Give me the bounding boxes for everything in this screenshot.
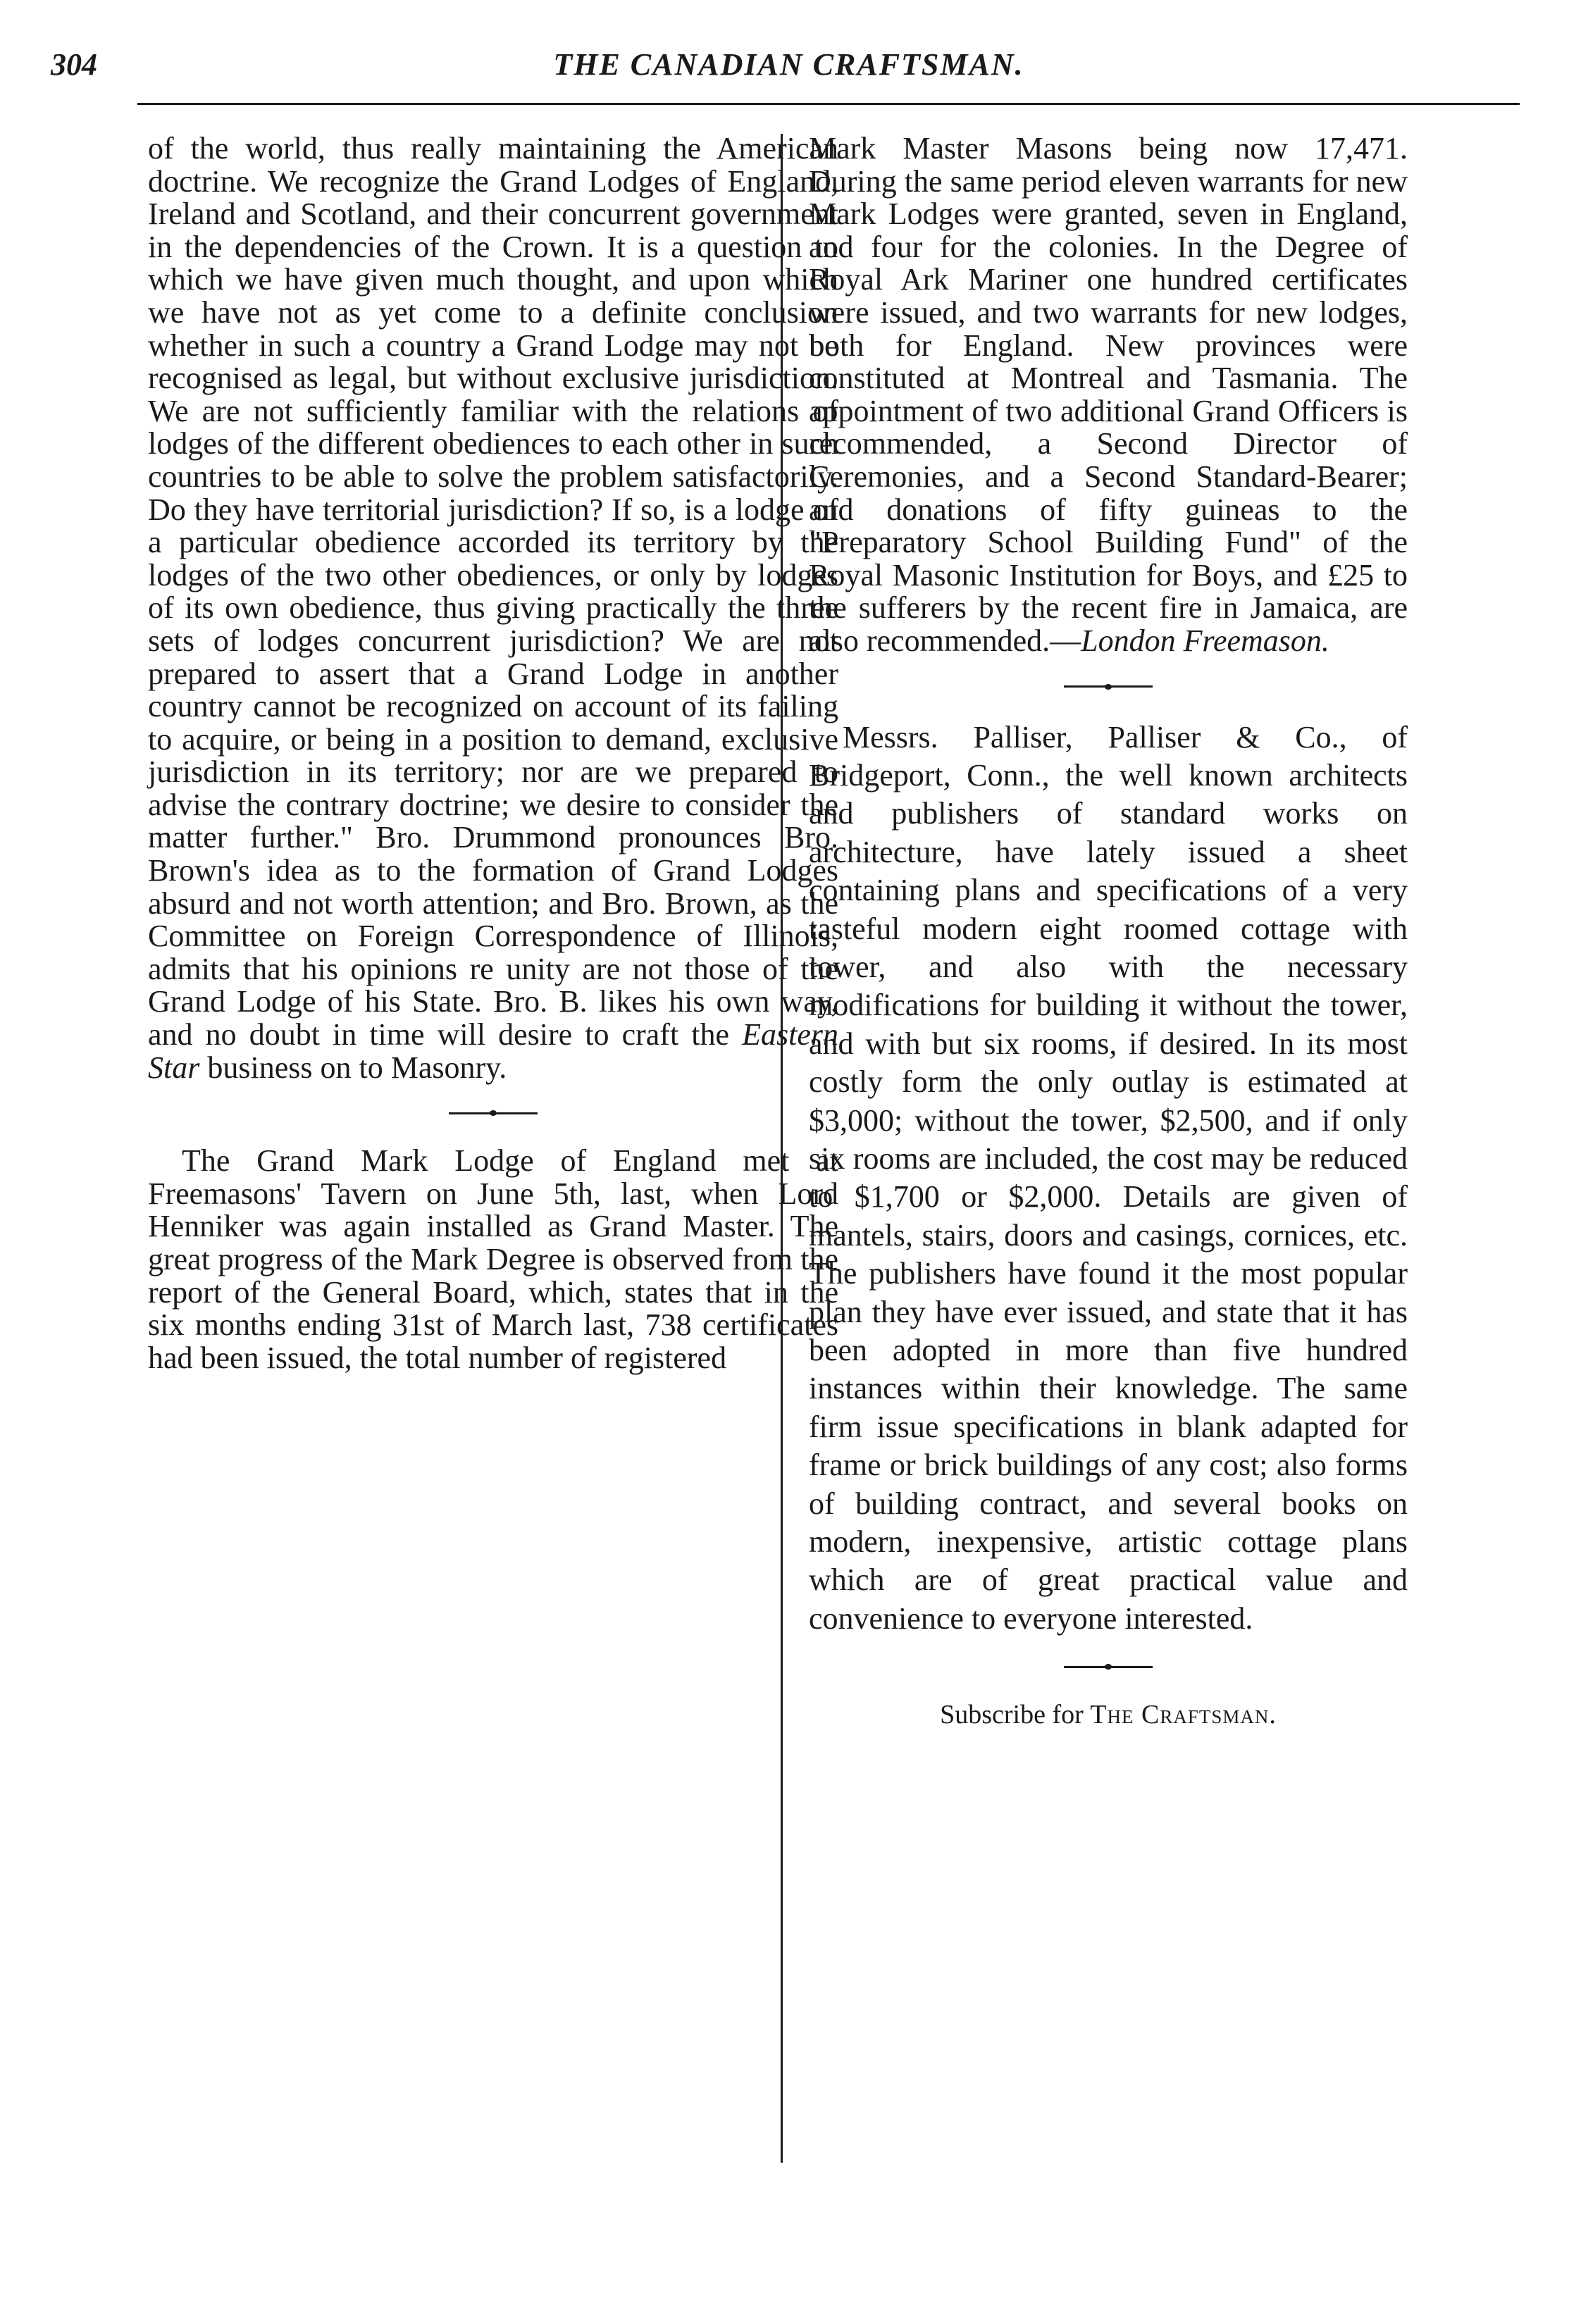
left-paragraph-1-text: of the world, thus really maintaining the American doctrine. We recognize the Grand Lodges of England, Ireland and Scotland, and their concurrent government in the dependencies of the Crown. It is a question to which we have given much thought, and upon which we have not as yet come to a definite conclusion whether in such a country a Grand Lodge may not be recognised as legal, but without exclusive jurisdiction. We are not sufficiently familiar with the relations of lodges of the different obediences to each other in such countries to be able to solve the problem satisfactorily. Do they have territorial jurisdiction? If so, is a lodge of a particular obedience accorded its territory by the lodges of the two other obediences, or only by lodges of its own obedience, thus giving practically the three sets of lodges concurrent jurisdiction? We are not prepared to assert that a Grand Lodge in another country cannot be recognized on account of its failing to acquire, or being in a position to demand, exclusive jurisdiction in its territory; nor are we prepared to advise the contrary doctrine; we desire to consider the matter further." Bro. Drummond pronounces Bro. Brown's idea as to the formation of Grand Lodges absurd and not worth attention; and Bro. Brown, as the Committee on Foreign Correspondence of Illinois, admits that his opinions re unity are not those of the Grand Lodge of his State. Bro. B. likes his own way, and no doubt in time will desire to craft the [148, 131, 838, 1052]
header-rule [137, 103, 1520, 105]
page-number: 304 [51, 47, 97, 82]
left-paragraph-1 [148, 132, 838, 1084]
section-divider [148, 1094, 838, 1132]
subscribe-title: The Craftsman. [1090, 1700, 1277, 1730]
section-divider [809, 1648, 1408, 1686]
divider-line [1064, 685, 1106, 688]
right-paragraph-2-text: Messrs. Palliser, Palliser & Co., of Bridgeport, Conn., the well known architects and publishers of standard works on architecture, have lately issued a sheet containing plans and specifications of a very tasteful modern eight roomed cottage with tower, and also with the necessary modifications for building it without the tower, and with but six rooms, if desired. In its most costly form the only outlay is estimated at $3,000; without the tower, $2,500, and if only six rooms are included, the cost may be reduced to $1,700 or $2,000. Details are given of mantels, stairs, doors and casings, cornices, etc. The publishers have found it the most popular plan they have ever issued, and state that it has been adopted in more than five hundred instances within their knowledge. The same firm issue specifications in blank adapted for frame or brick buildings of any cost; also forms of building contract, and several books on modern, inexpensive, artistic cottage plans which are of great practical value and convenience to everyone interested. [809, 719, 1408, 1636]
subscribe-notice [809, 1698, 1408, 1732]
left-paragraph-1-end: business on to Masonry. [199, 1050, 507, 1085]
right-column [809, 132, 1408, 1732]
left-paragraph-2-text: The Grand Mark Lodge of England met at Freemasons' Tavern on June 5th, last, when Lord Henniker was again installed as Grand Master. The great progress of the Mark Degree is observed from the report of the General Board, which, states that in the six months ending 31st of March last, 738 certificates had been issued, the total number of registered [148, 1143, 838, 1375]
left-column [148, 132, 838, 1374]
section-divider [809, 668, 1408, 706]
eastern-star-italic: Eastern Star [148, 1017, 838, 1085]
divider-line [1110, 1666, 1153, 1668]
right-paragraph-1 [809, 132, 1408, 658]
running-head-title: THE CANADIAN CRAFTSMAN. [553, 47, 1024, 82]
page-header [51, 41, 1527, 90]
divider-line [1064, 1666, 1106, 1668]
subscribe-prefix: Subscribe for [940, 1700, 1091, 1730]
source-citation: London Freemason. [1081, 623, 1329, 658]
divider-line [495, 1112, 538, 1114]
right-paragraph-2 [809, 719, 1408, 1639]
right-paragraph-1-text: Mark Master Masons being now 17,471. During the same period eleven warrants for new Mark Lodges were granted, seven in England, and four for the colonies. In the Degree of Royal Ark Mariner one hundred certificates were issued, and two warrants for new lodges, both for England. New provinces were constituted at Montreal and Tasmania. The appointment of two additional Grand Officers is recommended, a Second Director of Ceremonies, and a Second Standard-Bearer; and donations of fifty guineas to the "Preparatory School Building Fund" of the Royal Masonic Institution for Boys, and £25 to the sufferers by the recent fire in Jamaica, are also recommended.— [809, 131, 1408, 658]
divider-line [449, 1112, 491, 1114]
left-paragraph-2 [148, 1145, 838, 1374]
divider-line [1110, 685, 1153, 688]
